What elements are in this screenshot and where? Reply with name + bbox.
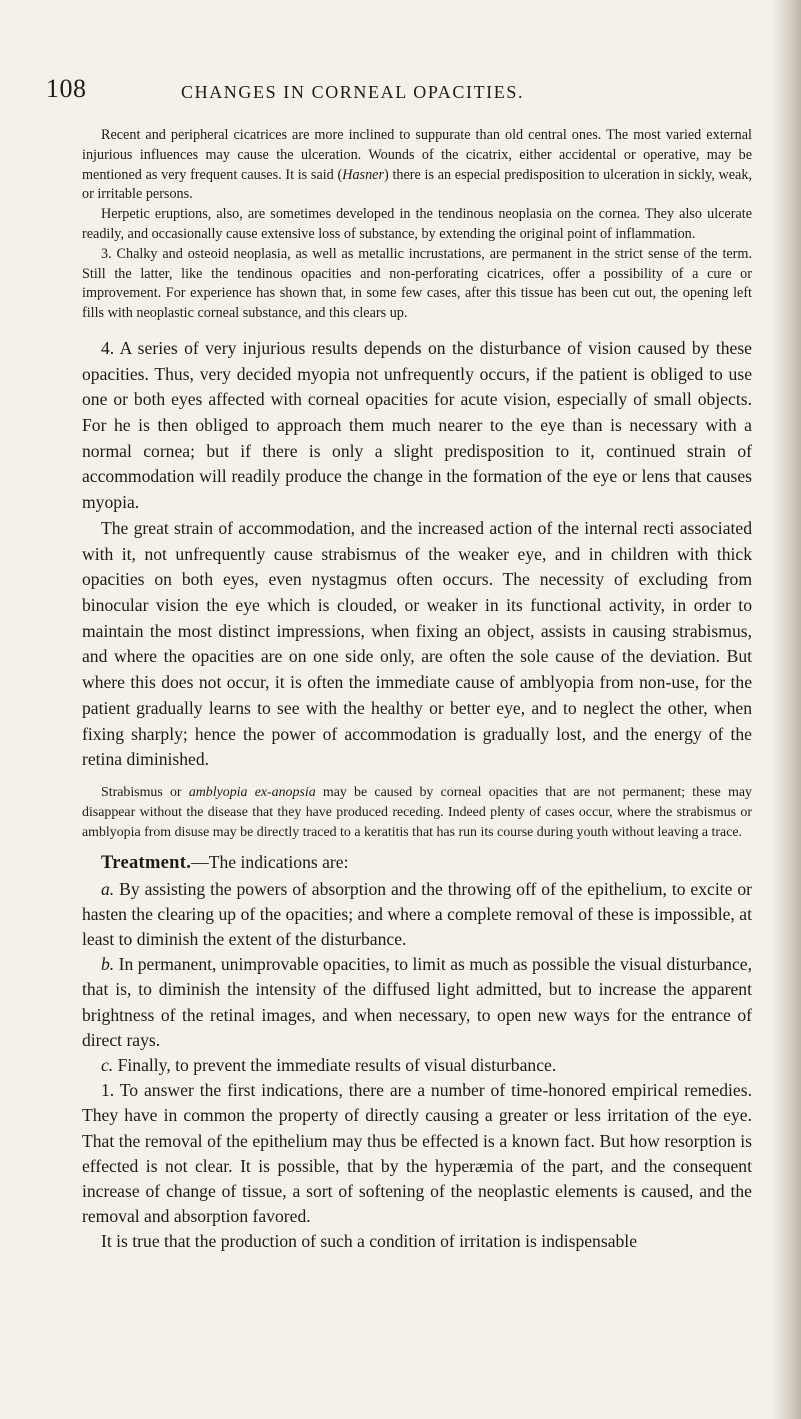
treatment-heading: Treatment.—The indications are: [101,852,349,874]
term-amblyopia: amblyopia ex-anopsia [188,784,316,800]
paragraph-chalky: 3. Chalky and osteoid neoplasia, as well as metallic incrustations, are permanent in the strict sense of the term. Still the latter, like the tendinous opacities and non-perforating cicatrices, offer a possibility of a cure or improvement. For experience has shown that, in some few cases, after this tissue has been cut out, the opening left fills with neoplastic corneal substance, and this clears up. [82,245,752,322]
treatment-title: Treatment. [101,853,192,874]
paragraph-strabismus-note: Strabismus or amblyopia ex-anopsia may be caused by corneal opacities that are not permanent; these may disappear without the disease that they have produced receding. Indeed plenty of cases occur, where the strabismus or amblyopia from disuse may be directly traced to a keratitis that has run its course during youth without leaving a trace. [82,784,753,840]
treatment-section [82,850,752,1254]
author-name: Hasner [342,166,384,183]
small-type-section [82,126,752,324]
paragraph-irritation: It is true that the production of such a condition of irritation is indispensable [101,1231,638,1252]
note-section [82,783,752,842]
running-title: CHANGES IN CORNEAL OPACITIES. [181,82,525,102]
paragraph-strain: The great strain of accommodation, and the increased action of the internal recti associated with it, not unfrequently cause strabismus of the weaker eye, and in children with thick opacities on both eyes, even nystagmus often occurs. The necessity of excluding from binocular vision the eye which is clouded, or weaker in its functional activity, in order to maintain the most distinct impressions, when fixing an object, assists in causing strabismus, and where the opacities are on one side only, are often the sole cause of the deviation. But where this does not occur, it is often the immediate cause of amblyopia from non-use, for the patient gradually learns to see with the healthy or better eye, and to neglect the other, when fixing sharply; hence the power of accommodation is gradually lost, and the energy of the retina diminished. [82,517,752,770]
large-type-section [82,336,752,773]
paragraph-herpetic: Herpetic eruptions, also, are sometimes developed in the tendinous neoplasia on the cornea. They also ulcerate readily, and occasionally cause extensive loss of substance, by extending the original point of inflammation. [82,206,752,242]
paragraph-injurious-results: 4. A series of very injurious results depends on the disturbance of vision caused by these opacities. Thus, very decided myopia not unfrequently occurs, if the patient is obliged to use one or both eyes affected with corneal opacities for acute vision, especially of small objects. For he is then obliged to approach them much nearer to the eye than is necessary with a normal cornea; but if there is only a slight predisposition to it, continued strain of accommodation will readily produce the change in the formation of the eye or lens that causes myopia. [82,337,752,513]
page-edge-shadow [771,0,801,1419]
page-body [82,126,752,1255]
page-header [46,74,746,114]
indication-b: b. In permanent, unimprovable opacities, to limit as much as possible the visual disturbance, that is, to diminish the intensity of the diffused light admitted, but to increase the apparent brightness of the retinal images, and when necessary, to open new ways for the entrance of direct rays. [82,954,752,1050]
page-number: 108 [46,74,87,103]
indication-c: c. Finally, to prevent the immediate results of visual disturbance. [101,1054,557,1075]
indication-a: a. By assisting the powers of absorption and the throwing off of the epithelium, to excite or hasten the clearing up of the opacities; and where a complete removal of these is impossible, at least to diminish the extent of the disturbance. [82,878,752,949]
paragraph-remedies: 1. To answer the first indications, there are a number of time-honored empirical remedies. They have in common the property of directly causing a greater or less irritation of the eye. That the removal of the epithelium may thus be effected is a known fact. But how resorption is effected is not clear. It is possible, that by the hyperæmia of the part, and the consequent increase of change of tissue, a sort of softening of the neoplastic elements is caused, and the removal and absorption favored. [82,1080,752,1227]
paragraph-recent-cicatrices: Recent and peripheral cicatrices are more inclined to suppurate than old central ones. The most varied external injurious influences may cause the ulceration. Wounds of the cicatrix, either accidental or operative, may be mentioned as very frequent causes. It is said (Hasner) there is an especial predisposition to ulceration in sickly, weak, or irritable persons. [82,127,752,203]
